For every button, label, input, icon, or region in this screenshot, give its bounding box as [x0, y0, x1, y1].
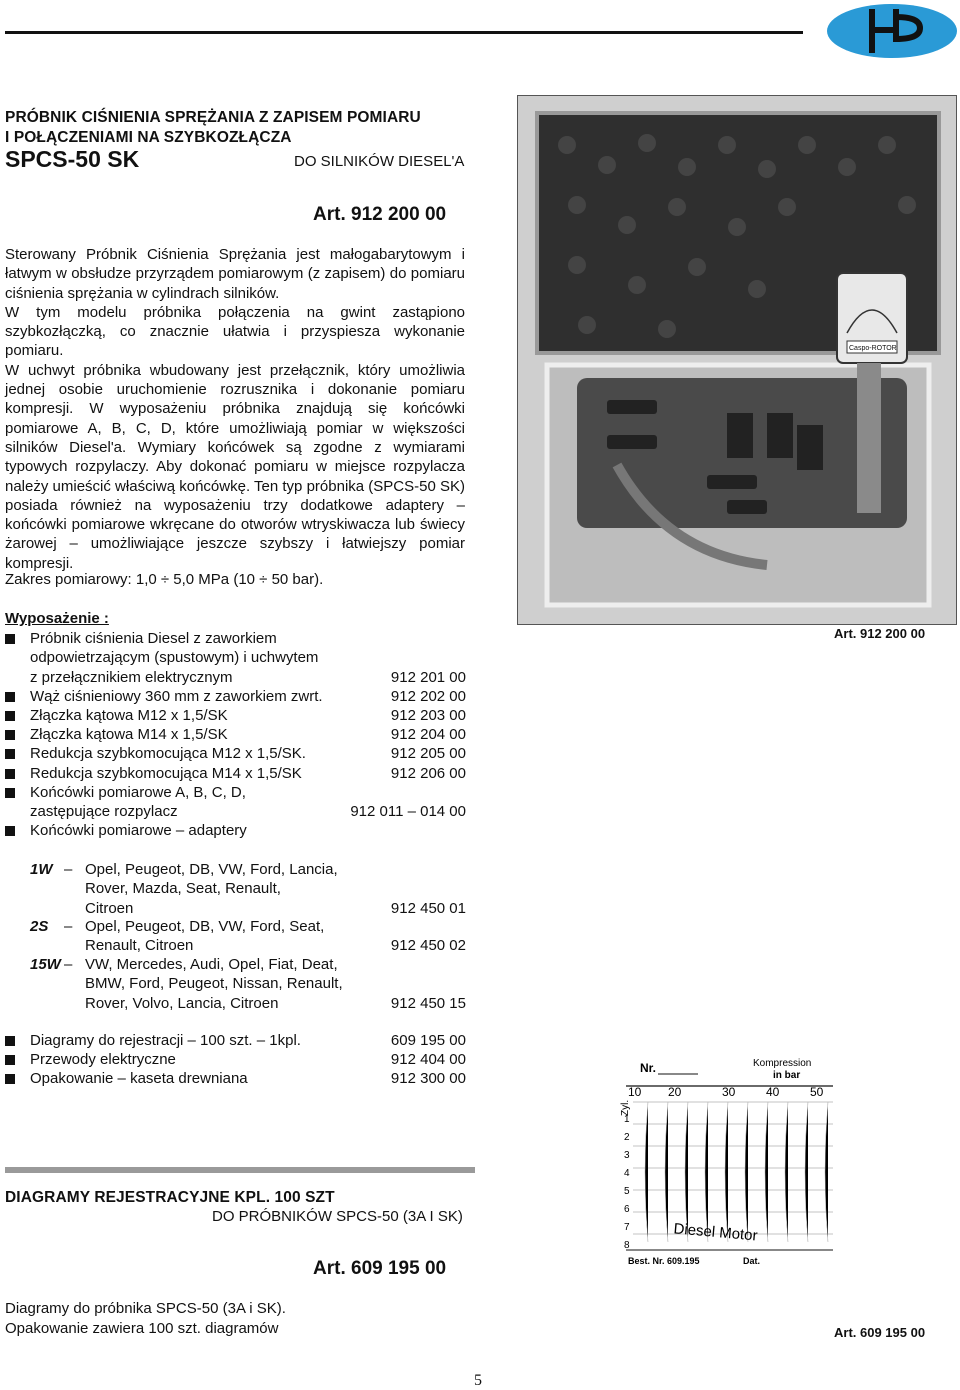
product-photo	[517, 95, 957, 625]
equipment-text: Redukcja szybkomocująca M14 x 1,5/SK	[30, 765, 302, 782]
equipment-text: Złączka kątowa M14 x 1,5/SK	[30, 726, 228, 743]
chart-article-number: Art. 609 195 00	[834, 1325, 926, 1340]
equipment-item	[5, 783, 466, 822]
equipment-item	[5, 821, 466, 841]
equipment-art: 912 206 00	[390, 765, 466, 782]
model-subtitle: DO SILNIKÓW DIESEL'A	[294, 153, 465, 170]
bullet-icon	[5, 788, 15, 798]
chart-date-label: Dat.	[743, 1256, 761, 1266]
adapter-text: VW, Mercedes, Audi, Opel, Fiat, Deat,	[85, 956, 338, 973]
chart-nr-label: Nr.	[640, 1061, 657, 1075]
bullet-icon	[5, 1055, 15, 1065]
hp-logo-icon	[826, 3, 958, 59]
model-name: SPCS-50 SK	[5, 146, 140, 172]
equipment-text: Końcówki pomiarowe A, B, C, D,	[30, 784, 246, 801]
chart-title-line1: Kompression	[753, 1058, 812, 1069]
chart-row-label: 8	[624, 1240, 630, 1251]
chart-tick: 20	[668, 1085, 682, 1099]
bullet-icon	[5, 692, 15, 702]
bullet-icon	[5, 1036, 15, 1046]
bullet-icon	[5, 826, 15, 836]
description	[5, 245, 465, 573]
dash: –	[64, 956, 73, 973]
equipment-item	[5, 725, 466, 745]
adapter-art: 912 450 02	[390, 937, 466, 955]
adapter-text: Rover, Volvo, Lancia, Citroen	[85, 994, 279, 1012]
equipment-text: Redukcja szybkomocująca M12 x 1,5/SK.	[30, 745, 306, 762]
equipment-text: Wąż ciśnieniowy 360 mm z zaworkiem zwrt.	[30, 688, 323, 705]
tester-case-image	[517, 95, 957, 625]
chart-row-label: 7	[624, 1222, 630, 1233]
chart-tick: 10	[628, 1085, 642, 1099]
adapter-code: 1W	[30, 861, 53, 878]
equipment-art: 912 201 00	[390, 668, 466, 686]
chart-tick: 50	[810, 1085, 824, 1099]
adapter-code: 15W	[30, 956, 61, 973]
adapter-art: 912 450 01	[390, 899, 466, 917]
adapter-text: Opel, Peugeot, DB, VW, Ford, Seat,	[85, 918, 325, 935]
extra-art: 912 300 00	[390, 1070, 466, 1087]
section-divider	[5, 1167, 475, 1173]
description-paragraph: W tym modelu próbnika połączenia na gwint zastąpiono szybkozłączką, co znacznie ułatwia i przyspiesza wykonanie pomiaru.	[5, 303, 465, 360]
adapter-item	[30, 860, 466, 918]
adapter-item	[30, 955, 466, 1013]
adapter-item	[30, 917, 466, 956]
adapter-text: Citroen	[85, 899, 134, 917]
section2-article-number: Art. 609 195 00	[313, 1258, 447, 1279]
equipment-item	[5, 687, 466, 707]
extra-text: Diagramy do rejestracji – 100 szt. – 1kpl.	[30, 1032, 301, 1049]
chart-title-line2: in bar	[773, 1070, 801, 1081]
adapter-text: Opel, Peugeot, DB, VW, Ford, Lancia,	[85, 861, 338, 878]
bullet-icon	[5, 1074, 15, 1084]
equipment-text: Końcówki pomiarowe – adaptery	[30, 822, 247, 839]
chart-row-label: 1	[624, 1114, 630, 1125]
equipment-art: 912 205 00	[390, 745, 466, 762]
dash: –	[64, 918, 73, 935]
photo-article-number: Art. 912 200 00	[834, 626, 926, 641]
section2-description-line1: Diagramy do próbnika SPCS-50 (3A i SK).	[5, 1300, 286, 1317]
equipment-text: Próbnik ciśnienia Diesel z zaworkiem	[30, 630, 277, 647]
bullet-icon	[5, 730, 15, 740]
extra-item	[5, 1069, 466, 1089]
extra-art: 912 404 00	[390, 1051, 466, 1068]
equipment-heading: Wyposażenie :	[5, 610, 109, 627]
extra-text: Przewody elektryczne	[30, 1051, 176, 1068]
equipment-art: 912 202 00	[390, 688, 466, 705]
chart-row-label: 5	[624, 1186, 630, 1197]
chart-row-label: 2	[624, 1132, 630, 1143]
equipment-text: Złączka kątowa M12 x 1,5/SK	[30, 707, 228, 724]
title-line2: I POŁĄCZENIAMI NA SZYBKOZŁĄCZA	[5, 129, 292, 146]
photo-label: Caspo-ROTOR	[849, 345, 897, 352]
adapter-art: 912 450 15	[390, 994, 466, 1012]
extra-text: Opakowanie – kaseta drewniana	[30, 1070, 248, 1087]
chart-order-number: Best. Nr. 609.195	[628, 1256, 700, 1266]
adapter-text: BMW, Ford, Peugeot, Nissan, Renault,	[85, 975, 343, 993]
section2-title: DIAGRAMY REJESTRACYJNE KPL. 100 SZT	[5, 1189, 335, 1206]
equipment-item	[5, 744, 466, 764]
page-number: 5	[474, 1372, 482, 1389]
equipment-text: odpowietrzającym (spustowym) i uchwytem	[30, 649, 319, 667]
adapter-text: Rover, Mazda, Seat, Renault,	[85, 880, 281, 898]
equipment-item	[5, 629, 466, 687]
article-number: Art. 912 200 00	[313, 204, 447, 225]
chart-curve-text: Diesel Motor	[672, 1220, 759, 1245]
bullet-icon	[5, 749, 15, 759]
chart-tick: 40	[766, 1085, 780, 1099]
description-paragraph: Sterowany Próbnik Ciśnienia Sprężania jest małogabarytowym i łatwym w obsłudze przyrządem pomiarowym (z zapisem) do pomiaru ciśnienia sprężania w cylindrach silników.	[5, 246, 465, 302]
equipment-item	[5, 764, 466, 784]
top-rule	[5, 31, 803, 34]
chart-side-label: Zyl.	[620, 1099, 631, 1116]
bullet-icon	[5, 634, 15, 644]
equipment-art: 912 204 00	[390, 726, 466, 743]
chart-row-label: 4	[624, 1168, 630, 1179]
adapter-code: 2S	[30, 918, 49, 935]
equipment-item	[5, 706, 466, 726]
extra-item	[5, 1031, 466, 1051]
diagram-chart-image	[618, 1052, 838, 1272]
extra-art: 609 195 00	[390, 1032, 466, 1049]
chart-row-label: 3	[624, 1150, 630, 1161]
equipment-text: zastępujące rozpylacz	[30, 803, 178, 821]
adapter-text: Renault, Citroen	[85, 937, 194, 955]
measuring-range: Zakres pomiarowy: 1,0 ÷ 5,0 MPa (10 ÷ 50 bar).	[5, 571, 324, 588]
dash: –	[64, 861, 73, 878]
extra-item	[5, 1050, 466, 1070]
chart-tick: 30	[722, 1085, 736, 1099]
description-paragraph: W uchwyt próbnika wbudowany jest przełącznik, który umożliwia jednej osobie uruchomienie rozrusznika i dokonanie pomiaru kompresji. W wyposażeniu próbnika znajdują się końcówki pomiarowe A, B, C, D, które umożliwiają pomiar w większości silników Diesel'a. Wymiary końcówek są zgodne z wymiarami typowych rozpylaczy. Aby dokonać pomiaru w miejsce rozpylacza należy umieścić właściwą końcówkę. Ten typ próbnika (SPCS-50 SK) posiada również na wyposażeniu trzy dodatkowe adaptery – końcówki pomiarowe wkręcane do otworów wtryskiwacza lub świecy żarowej – umożliwiające jeszcze szybszy i łatwiejszy pomiar kompresji.	[5, 361, 465, 572]
section2-description-line2: Opakowanie zawiera 100 szt. diagramów	[5, 1320, 279, 1337]
equipment-text: z przełącznikiem elektrycznym	[30, 668, 233, 686]
title-line1: PRÓBNIK CIŚNIENIA SPRĘŻANIA Z ZAPISEM POMIARU	[5, 109, 421, 126]
bullet-icon	[5, 711, 15, 721]
bullet-icon	[5, 769, 15, 779]
equipment-art: 912 011 – 014 00	[350, 803, 466, 821]
equipment-art: 912 203 00	[390, 707, 466, 724]
chart-row-label: 6	[624, 1204, 630, 1215]
section2-subtitle: DO PRÓBNIKÓW SPCS-50 (3A I SK)	[212, 1208, 463, 1225]
